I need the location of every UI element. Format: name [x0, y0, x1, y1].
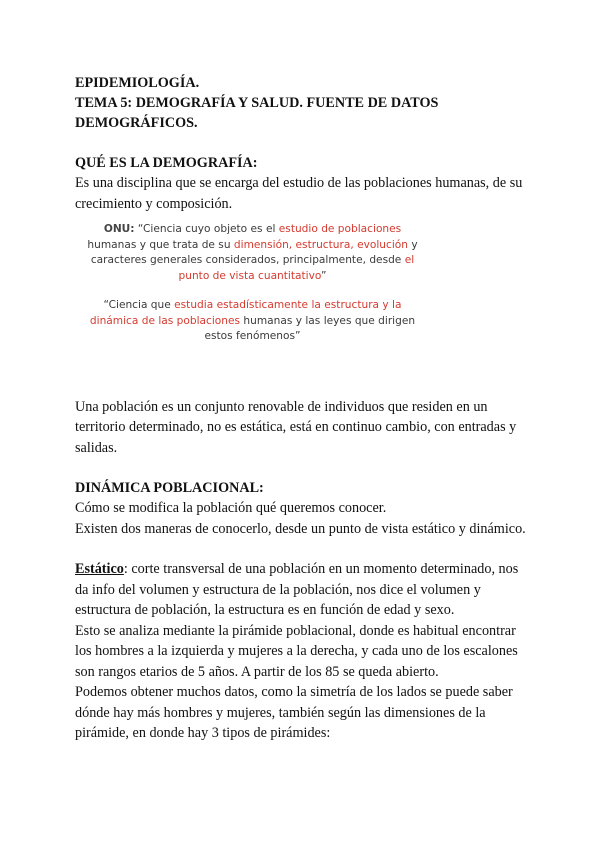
poblacion-paragraph: Una población es un conjunto renovable de individuos que residen en un territorio determinado, no es estática, está en continuo cambio, con entradas y salidas. [75, 398, 517, 456]
demografia-definition: Es una disciplina que se encarga del estudio de las poblaciones humanas, de su crecimiento y composición. [75, 175, 523, 212]
piramide-paragraph: Esto se analiza mediante la pirámide poblacional, donde es habitual encontrar los hombres a la izquierda y mujeres a la derecha, y cada uno de los escalones son rangos etarios de 5 años. A partir de los 85 se queda abierto. [75, 622, 518, 680]
document-page [75, 73, 530, 744]
quote-second: “Ciencia que estudia estadísticamente la estructura y la dinámica de las poblaciones humanas y las leyes que dirigen estos fenómenos” [89, 299, 416, 342]
estatico-label: Estático [75, 561, 124, 577]
dinamica-line2: Existen dos maneras de conocerlo, desde un punto de vista estático y dinámico. [75, 520, 526, 537]
datos-paragraph: Podemos obtener muchos datos, como la simetría de los lados se puede saber dónde hay más hombres y mujeres, también según las dimensiones de la pirámide, en donde hay 3 tipos de pirámides: [75, 684, 513, 741]
quote-onu: ONU: “Ciencia cuyo objeto es el estudio de poblaciones humanas y que trata de su dimensión, estructura, evolución y caracteres generales considerados, principalmente, desde el punto de vista cuantitativo” [87, 223, 418, 282]
doc-title-line3: DEMOGRÁFICOS. [75, 115, 198, 131]
doc-title-line1: EPIDEMIOLOGÍA. [75, 75, 200, 91]
dinamica-line1: Cómo se modifica la población qué queremos conocer. [75, 500, 387, 516]
estatico-paragraph: Estático: corte transversal de una población en un momento determinado, nos da info del volumen y estructura de la población, nos dice el volumen y estructura de población, la estructura es en función de edad y sexo. [75, 561, 519, 618]
quote-image [80, 222, 425, 345]
section-heading-demografia: QUÉ ES LA DEMOGRAFÍA: [75, 155, 258, 171]
onu-label: ONU: [103, 223, 135, 235]
section-heading-dinamica: DINÁMICA POBLACIONAL: [75, 480, 264, 496]
doc-title-line2: TEMA 5: DEMOGRAFÍA Y SALUD. FUENTE DE DATOS [75, 95, 439, 111]
